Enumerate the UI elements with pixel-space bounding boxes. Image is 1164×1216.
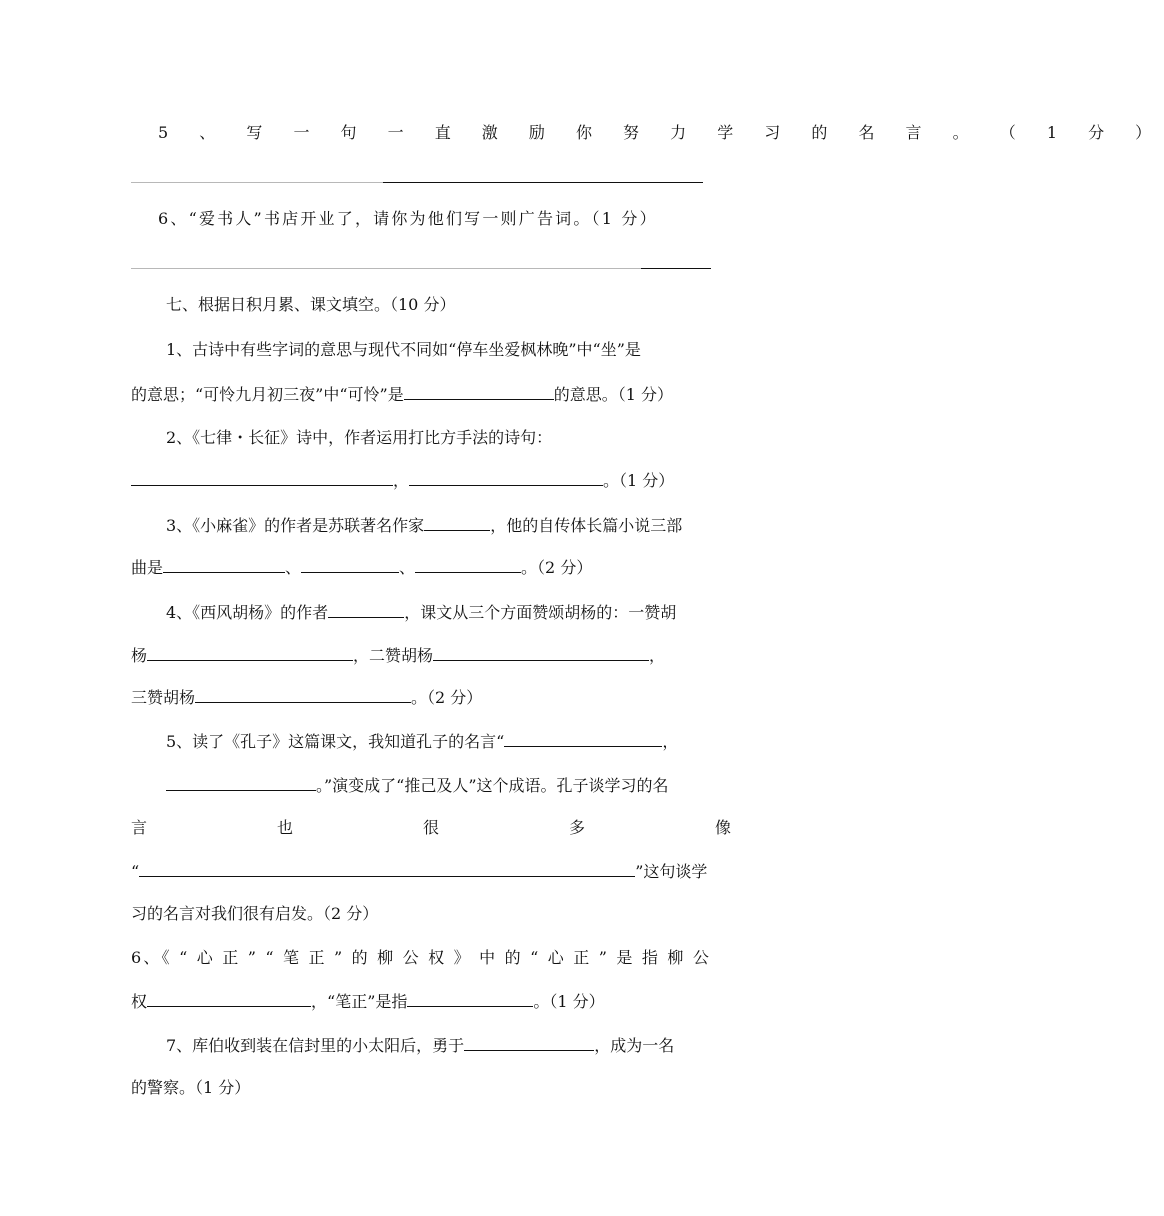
item-5-line-5: 习的名言对我们很有启发。（2 分）	[131, 904, 379, 923]
item-3-blank-2[interactable]	[301, 555, 399, 573]
item-4-text-e: ，	[649, 646, 666, 665]
item-5-char: 言	[131, 818, 148, 837]
item-2-end: 。（1 分）	[603, 471, 675, 490]
item-5-char: 很	[422, 818, 439, 837]
item-2-line-1: 2、《七律・长征》诗中，作者运用打比方手法的诗句：	[166, 428, 553, 447]
item-4-text-a: 4、《西风胡杨》的作者	[166, 603, 329, 622]
question-6-text: 6、“爱书人”书店开业了，请你为他们写一则广告词。（1 分）	[158, 209, 658, 228]
answer-line-q5-left	[131, 182, 383, 183]
item-6-blank-1[interactable]	[147, 989, 311, 1007]
item-5-blank-1[interactable]	[504, 729, 662, 747]
item-4-blank-1[interactable]	[147, 643, 353, 661]
item-4-line-3	[131, 685, 482, 710]
item-2-blank-2[interactable]	[409, 468, 603, 486]
item-5-text-b: ，	[662, 732, 679, 751]
item-5-quote-open: “	[131, 862, 140, 881]
question-5-text: 5 、 写 一 句 一 直 激 励 你 努 力 学 习 的 名 言 。 （ 1 分 ）	[158, 123, 1164, 142]
answer-line-q6-left	[131, 268, 641, 269]
item-4-end: 。（2 分）	[411, 688, 483, 707]
answer-line-q6-right[interactable]	[641, 268, 711, 269]
item-3-blank-author[interactable]	[424, 513, 490, 531]
item-5-text-a: 5、读了《孔子》这篇课文，我知道孔子的名言“	[166, 732, 505, 751]
item-6-line-1: 6、《 “ 心 正 ” “ 笔 正 ” 的 柳 公 权 》 中 的 “ 心 正 ” 是 指 柳 公	[131, 948, 712, 967]
item-2-line-2	[131, 468, 674, 493]
item-3-text-b: ，他的自传体长篇小说三部	[490, 516, 683, 535]
item-3-dun-2: 、	[399, 558, 416, 577]
item-6-blank-2[interactable]	[407, 989, 533, 1007]
item-4-text-f: 三赞胡杨	[131, 688, 196, 707]
item-3-line-2	[131, 555, 592, 580]
item-4-line-2	[131, 643, 665, 668]
item-7-line-1	[166, 1033, 674, 1058]
item-2-blank-1[interactable]	[131, 468, 393, 486]
item-4-blank-3[interactable]	[195, 685, 411, 703]
item-5-blank-2[interactable]	[166, 773, 316, 791]
item-4-text-c: 杨	[131, 646, 148, 665]
item-4-blank-2[interactable]	[433, 643, 649, 661]
item-1-blank[interactable]	[404, 382, 554, 400]
item-5-char: 也	[276, 818, 293, 837]
item-4-text-b: ，课文从三个方面赞颂胡杨的：一赞胡	[404, 603, 677, 622]
item-3-dun-1: 、	[285, 558, 302, 577]
item-6-text-a: 权	[131, 992, 148, 1011]
item-7-text-b: ，成为一名	[594, 1036, 675, 1055]
answer-line-q5-right[interactable]	[383, 182, 703, 183]
item-5-line-3	[131, 816, 731, 840]
item-4-text-d: ，二赞胡杨	[353, 646, 434, 665]
item-3-end: 。（2 分）	[521, 558, 593, 577]
item-5-line-2	[166, 773, 669, 798]
item-1-line-2	[131, 382, 673, 407]
item-3-text-a: 3、《小麻雀》的作者是苏联著名作家	[166, 516, 425, 535]
item-5-blank-3[interactable]	[139, 859, 635, 877]
item-4-blank-author[interactable]	[328, 600, 404, 618]
item-1-text-a: 的意思；“可怜九月初三夜”中“可怜”是	[131, 385, 404, 404]
item-3-text-c: 曲是	[131, 558, 164, 577]
item-6-line-2	[131, 989, 605, 1014]
item-5-char: 像	[714, 818, 731, 837]
item-5-line-4	[131, 859, 707, 884]
item-3-blank-3[interactable]	[415, 555, 521, 573]
item-7-text-a: 7、库伯收到装在信封里的小太阳后，勇于	[166, 1036, 465, 1055]
item-7-blank[interactable]	[464, 1033, 594, 1051]
item-6-end: 。（1 分）	[533, 992, 605, 1011]
item-3-blank-1[interactable]	[163, 555, 285, 573]
item-1-line-1: 1、古诗中有些字词的意思与现代不同如“停车坐爱枫林晚”中“坐”是	[166, 340, 641, 359]
item-4-line-1	[166, 600, 676, 625]
item-1-text-b: 的意思。（1 分）	[553, 385, 674, 404]
item-5-char: 多	[568, 818, 585, 837]
item-3-line-1	[166, 513, 682, 538]
item-7-line-2: 的警察。（1 分）	[131, 1078, 251, 1097]
item-6-text-b: ，“笔正”是指	[311, 992, 408, 1011]
item-5-text-c: 。”演变成了“推己及人”这个成语。孔子谈学习的名	[316, 776, 669, 795]
item-5-text-d: ”这句谈学	[635, 862, 708, 881]
item-2-sep: ，	[393, 471, 410, 490]
section-7-heading: 七、根据日积月累、课文填空。（10 分）	[166, 295, 456, 314]
item-5-line-1	[166, 729, 678, 754]
